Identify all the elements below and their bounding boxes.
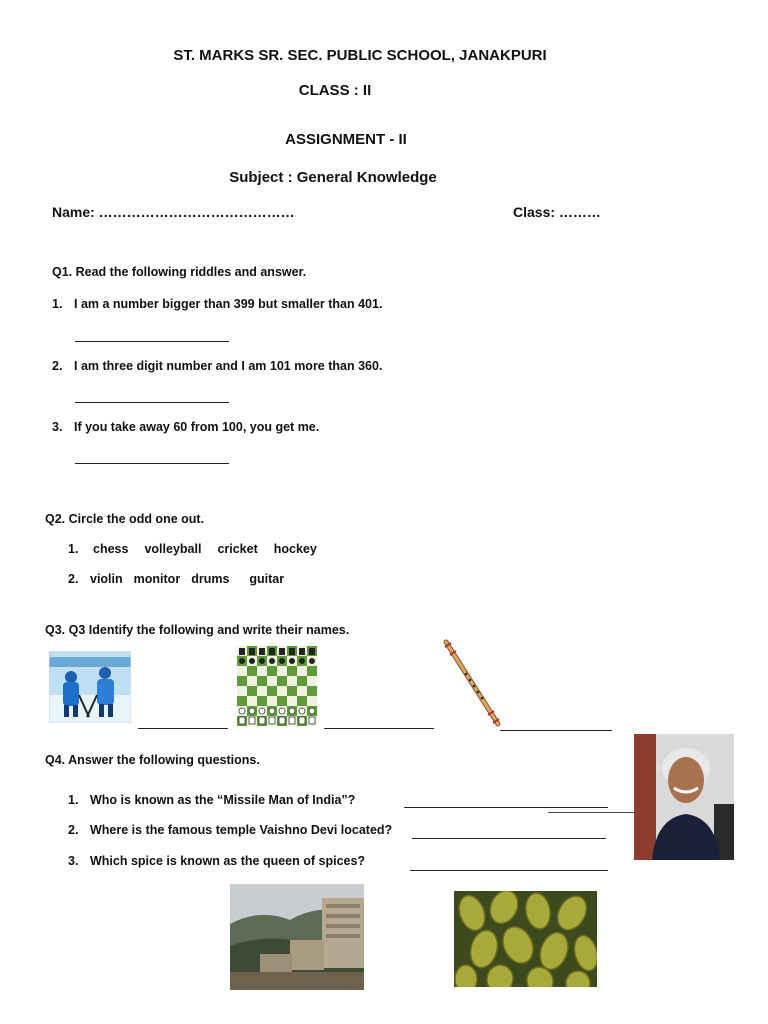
- name-field[interactable]: Name: ……………………………………: [52, 204, 295, 220]
- q3-answer-line-1[interactable]: [138, 728, 228, 729]
- q2-row: [68, 542, 333, 556]
- q1-item-number: 3.: [52, 420, 63, 434]
- q4-item-text: Who is known as the “Missile Man of India”?: [90, 793, 356, 807]
- hockey-players-image: [49, 651, 131, 723]
- q1-answer-line-2[interactable]: [75, 402, 229, 403]
- q4-item-number: 3.: [68, 854, 79, 868]
- q4-item: [68, 823, 392, 837]
- q2-word[interactable]: volleyball: [144, 542, 202, 556]
- q2-word[interactable]: guitar: [249, 572, 285, 586]
- q4-item: [68, 854, 365, 868]
- q2-word[interactable]: cricket: [217, 542, 258, 556]
- assignment-heading: ASSIGNMENT - II: [285, 131, 407, 148]
- q2-row-number: 2.: [68, 572, 79, 586]
- q4-answer-line-2[interactable]: [412, 838, 606, 839]
- q2-title: Q2. Circle the odd one out.: [45, 512, 205, 526]
- q1-item: [52, 297, 382, 311]
- q2-row: [68, 572, 300, 586]
- connector-line: [548, 812, 636, 813]
- school-name: ST. MARKS SR. SEC. PUBLIC SCHOOL, JANAKPURI: [173, 47, 547, 64]
- q3-title: Q3. Q3 Identify the following and write their names.: [45, 623, 350, 637]
- q2-word[interactable]: hockey: [273, 542, 317, 556]
- q4-item-text: Where is the famous temple Vaishno Devi located?: [90, 823, 393, 837]
- class-field[interactable]: Class: ………: [513, 204, 601, 220]
- q1-answer-line-1[interactable]: [75, 341, 229, 342]
- q4-item: [68, 793, 355, 807]
- q1-item-number: 2.: [52, 359, 63, 373]
- q4-answer-line-1[interactable]: [404, 807, 608, 808]
- q1-answer-line-3[interactable]: [75, 463, 229, 464]
- q2-word[interactable]: chess: [93, 542, 129, 556]
- cardamom-image: [454, 891, 597, 987]
- q1-item-text: I am three digit number and I am 101 more than 360.: [74, 359, 383, 373]
- q2-word[interactable]: violin: [90, 572, 123, 586]
- q3-answer-line-3[interactable]: [500, 730, 612, 731]
- vaishno-devi-image: [230, 884, 364, 990]
- class-heading: CLASS : II: [298, 82, 372, 99]
- q4-title: Q4. Answer the following questions.: [45, 753, 260, 767]
- q4-answer-line-3[interactable]: [410, 870, 608, 871]
- subject-heading: Subject : General Knowledge: [229, 169, 437, 186]
- q1-item: [52, 420, 319, 434]
- q4-item-text: Which spice is known as the queen of spices?: [90, 854, 366, 868]
- q3-answer-line-2[interactable]: [324, 728, 434, 729]
- q2-word[interactable]: drums: [191, 572, 230, 586]
- q1-item: [52, 359, 382, 373]
- q1-item-number: 1.: [52, 297, 63, 311]
- q1-item-text: If you take away 60 from 100, you get me.: [74, 420, 320, 434]
- q2-row-number: 1.: [68, 542, 79, 556]
- q4-item-number: 2.: [68, 823, 79, 837]
- flute-image: [440, 638, 504, 730]
- q1-title: Q1. Read the following riddles and answer.: [52, 265, 307, 279]
- q2-word[interactable]: monitor: [133, 572, 181, 586]
- portrait-image: [634, 734, 734, 860]
- chessboard-image: [237, 646, 317, 726]
- q4-item-number: 1.: [68, 793, 79, 807]
- q1-item-text: I am a number bigger than 399 but smaller than 401.: [74, 297, 383, 311]
